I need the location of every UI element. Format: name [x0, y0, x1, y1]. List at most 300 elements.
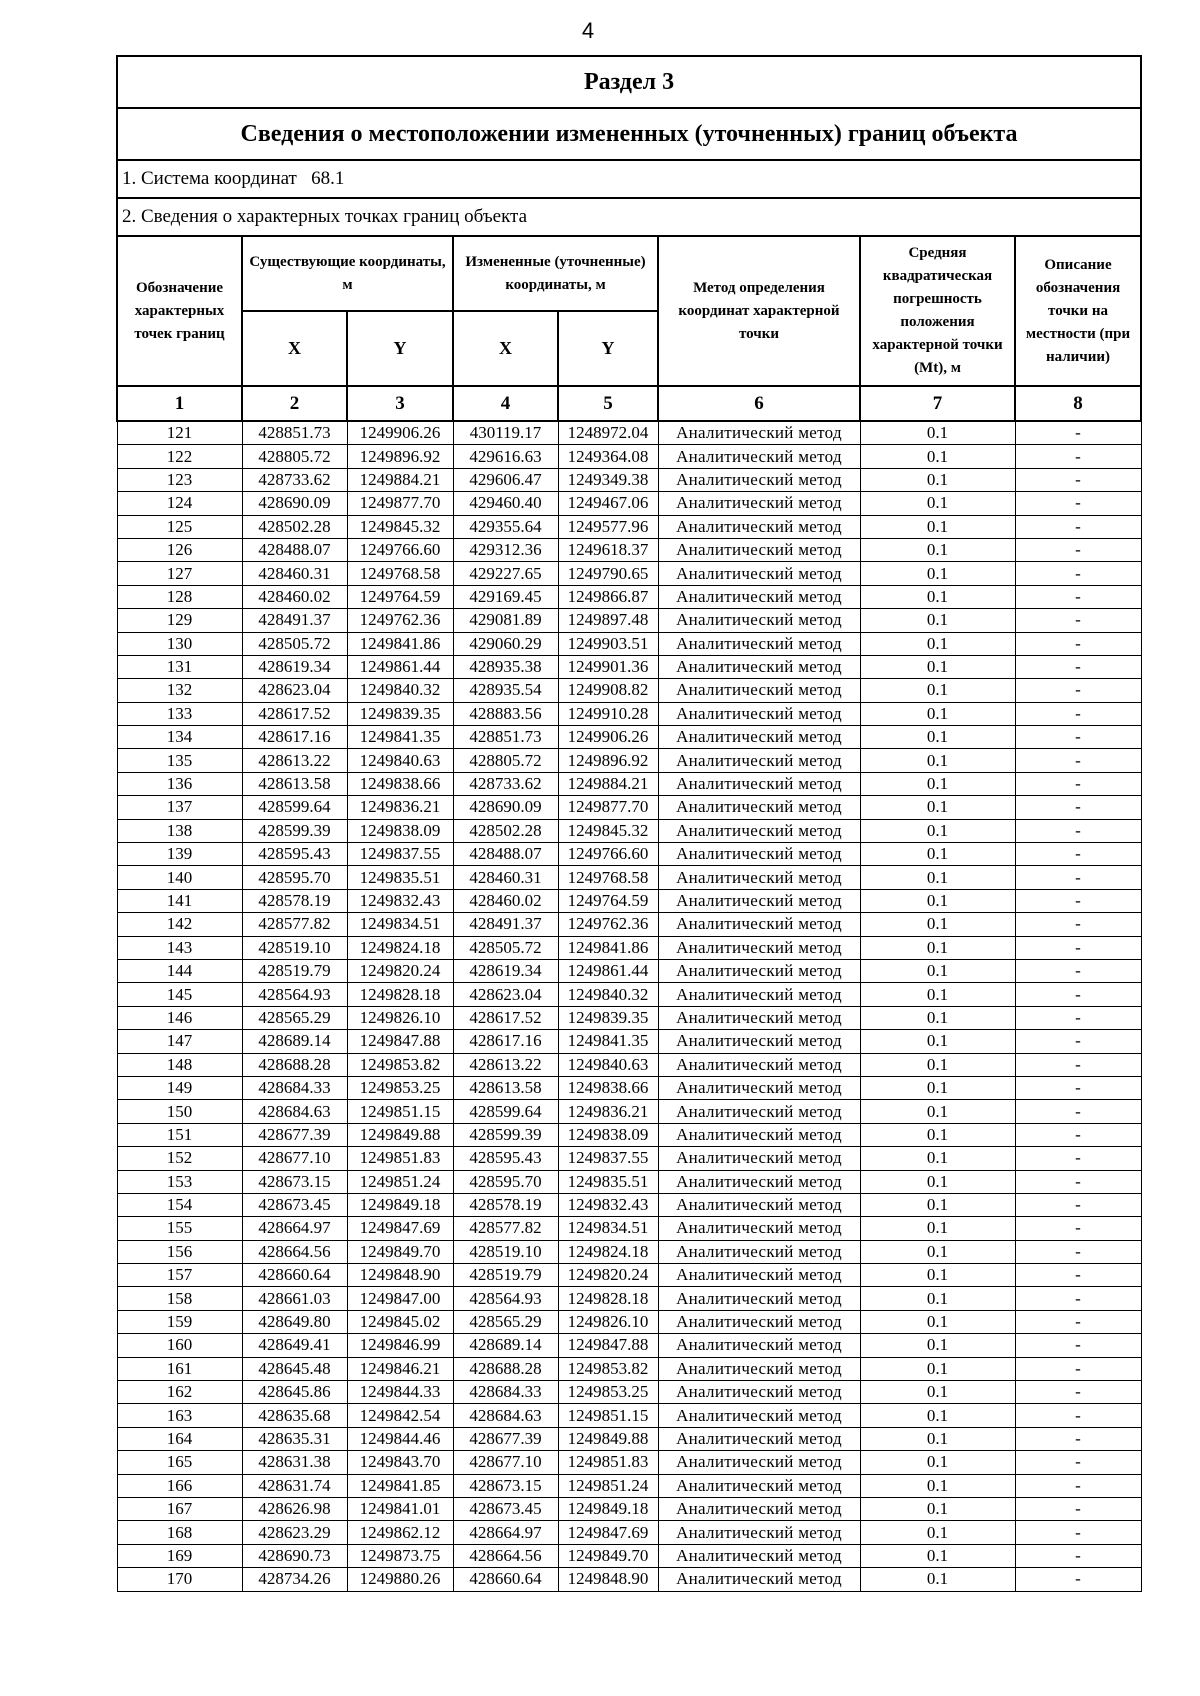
- description-cell: -: [1015, 1404, 1141, 1427]
- changed-x-cell: 428519.79: [453, 1264, 558, 1287]
- point-id-cell: 144: [117, 959, 242, 982]
- existing-x-cell: 428488.07: [242, 538, 347, 561]
- mean-error-cell: 0.1: [860, 632, 1015, 655]
- changed-x-cell: 428617.52: [453, 1006, 558, 1029]
- existing-x-cell: 428661.03: [242, 1287, 347, 1310]
- table-row: [117, 1217, 1141, 1240]
- point-id-cell: 139: [117, 843, 242, 866]
- description-cell: -: [1015, 702, 1141, 725]
- changed-y-cell: 1249897.48: [558, 609, 658, 632]
- changed-y-cell: 1249849.18: [558, 1497, 658, 1520]
- description-cell: -: [1015, 889, 1141, 912]
- point-id-cell: 128: [117, 585, 242, 608]
- existing-y-cell: 1249841.86: [347, 632, 453, 655]
- changed-x-cell: 429616.63: [453, 445, 558, 468]
- mean-error-cell: 0.1: [860, 679, 1015, 702]
- table-row: [117, 889, 1141, 912]
- mean-error-cell: 0.1: [860, 1053, 1015, 1076]
- description-cell: -: [1015, 913, 1141, 936]
- description-cell: -: [1015, 819, 1141, 842]
- mean-error-cell: 0.1: [860, 772, 1015, 795]
- changed-x-cell: 428564.93: [453, 1287, 558, 1310]
- point-id-cell: 155: [117, 1217, 242, 1240]
- point-id-cell: 127: [117, 562, 242, 585]
- description-cell: -: [1015, 585, 1141, 608]
- changed-x-cell: 428690.09: [453, 796, 558, 819]
- mean-error-cell: 0.1: [860, 1404, 1015, 1427]
- method-cell: Аналитический метод: [658, 1544, 860, 1567]
- changed-x-cell: 428689.14: [453, 1334, 558, 1357]
- mean-error-cell: 0.1: [860, 1170, 1015, 1193]
- existing-x-cell: 428664.97: [242, 1217, 347, 1240]
- existing-y-cell: 1249847.88: [347, 1030, 453, 1053]
- description-cell: -: [1015, 936, 1141, 959]
- column-number: 1: [117, 386, 242, 421]
- point-id-cell: 126: [117, 538, 242, 561]
- column-number: 3: [347, 386, 453, 421]
- changed-y-cell: 1249467.06: [558, 492, 658, 515]
- existing-y-cell: 1249844.46: [347, 1427, 453, 1450]
- table-row: [117, 1264, 1141, 1287]
- method-cell: Аналитический метод: [658, 1123, 860, 1146]
- method-cell: Аналитический метод: [658, 609, 860, 632]
- existing-y-cell: 1249873.75: [347, 1544, 453, 1567]
- existing-x-cell: 428578.19: [242, 889, 347, 912]
- existing-x-cell: 428690.09: [242, 492, 347, 515]
- mean-error-cell: 0.1: [860, 1568, 1015, 1591]
- changed-x-cell: 430119.17: [453, 421, 558, 445]
- changed-y-cell: 1249848.90: [558, 1568, 658, 1591]
- existing-y-cell: 1249844.33: [347, 1381, 453, 1404]
- table-row: [117, 1310, 1141, 1333]
- changed-y-cell: 1249824.18: [558, 1240, 658, 1263]
- mean-error-cell: 0.1: [860, 1100, 1015, 1123]
- description-cell: -: [1015, 1240, 1141, 1263]
- description-cell: -: [1015, 1170, 1141, 1193]
- existing-y-cell: 1249861.44: [347, 655, 453, 678]
- header-changed-coords: Измененные (уточненные) координаты, м: [453, 236, 658, 311]
- mean-error-cell: 0.1: [860, 866, 1015, 889]
- mean-error-cell: 0.1: [860, 913, 1015, 936]
- method-cell: Аналитический метод: [658, 1568, 860, 1591]
- header-changed-y: Y: [558, 311, 658, 386]
- changed-y-cell: 1249835.51: [558, 1170, 658, 1193]
- mean-error-cell: 0.1: [860, 889, 1015, 912]
- point-id-cell: 169: [117, 1544, 242, 1567]
- changed-y-cell: 1249839.35: [558, 1006, 658, 1029]
- point-id-cell: 130: [117, 632, 242, 655]
- changed-x-cell: 428673.45: [453, 1497, 558, 1520]
- changed-x-cell: 429227.65: [453, 562, 558, 585]
- existing-y-cell: 1249762.36: [347, 609, 453, 632]
- table-row: [117, 819, 1141, 842]
- point-id-cell: 129: [117, 609, 242, 632]
- point-id-cell: 134: [117, 726, 242, 749]
- changed-x-cell: 428519.10: [453, 1240, 558, 1263]
- existing-y-cell: 1249853.82: [347, 1053, 453, 1076]
- method-cell: Аналитический метод: [658, 421, 860, 445]
- existing-x-cell: 428619.34: [242, 655, 347, 678]
- existing-x-cell: 428660.64: [242, 1264, 347, 1287]
- description-cell: -: [1015, 1076, 1141, 1099]
- existing-y-cell: 1249841.01: [347, 1497, 453, 1520]
- description-cell: -: [1015, 1544, 1141, 1567]
- table-row: [117, 1404, 1141, 1427]
- changed-x-cell: 428883.56: [453, 702, 558, 725]
- table-row: [117, 1334, 1141, 1357]
- method-cell: Аналитический метод: [658, 1451, 860, 1474]
- changed-x-cell: 429169.45: [453, 585, 558, 608]
- description-cell: -: [1015, 538, 1141, 561]
- header-existing-y: Y: [347, 311, 453, 386]
- changed-y-cell: 1249820.24: [558, 1264, 658, 1287]
- existing-y-cell: 1249843.70: [347, 1451, 453, 1474]
- changed-y-cell: 1249845.32: [558, 819, 658, 842]
- changed-x-cell: 428599.39: [453, 1123, 558, 1146]
- description-cell: -: [1015, 632, 1141, 655]
- existing-x-cell: 428677.10: [242, 1147, 347, 1170]
- changed-y-cell: 1249849.88: [558, 1427, 658, 1450]
- changed-x-cell: 428502.28: [453, 819, 558, 842]
- description-cell: -: [1015, 1521, 1141, 1544]
- point-id-cell: 133: [117, 702, 242, 725]
- method-cell: Аналитический метод: [658, 1240, 860, 1263]
- table-row: [117, 983, 1141, 1006]
- mean-error-cell: 0.1: [860, 468, 1015, 491]
- changed-x-cell: 429312.36: [453, 538, 558, 561]
- mean-error-cell: 0.1: [860, 1193, 1015, 1216]
- existing-x-cell: 428689.14: [242, 1030, 347, 1053]
- method-cell: Аналитический метод: [658, 819, 860, 842]
- table-row: [117, 655, 1141, 678]
- changed-y-cell: 1249901.36: [558, 655, 658, 678]
- existing-y-cell: 1249846.99: [347, 1334, 453, 1357]
- existing-x-cell: 428688.28: [242, 1053, 347, 1076]
- existing-y-cell: 1249826.10: [347, 1006, 453, 1029]
- mean-error-cell: 0.1: [860, 655, 1015, 678]
- header-existing-coords: Существующие координаты, м: [242, 236, 453, 311]
- changed-y-cell: 1249766.60: [558, 843, 658, 866]
- table-row: [117, 772, 1141, 795]
- description-cell: -: [1015, 492, 1141, 515]
- changed-y-cell: 1249877.70: [558, 796, 658, 819]
- existing-y-cell: 1249880.26: [347, 1568, 453, 1591]
- existing-y-cell: 1249841.85: [347, 1474, 453, 1497]
- mean-error-cell: 0.1: [860, 749, 1015, 772]
- existing-y-cell: 1249842.54: [347, 1404, 453, 1427]
- existing-x-cell: 428617.52: [242, 702, 347, 725]
- existing-y-cell: 1249884.21: [347, 468, 453, 491]
- existing-y-cell: 1249847.69: [347, 1217, 453, 1240]
- changed-y-cell: 1249903.51: [558, 632, 658, 655]
- changed-y-cell: 1249790.65: [558, 562, 658, 585]
- point-id-cell: 158: [117, 1287, 242, 1310]
- table-row: [117, 538, 1141, 561]
- existing-x-cell: 428599.64: [242, 796, 347, 819]
- changed-y-cell: 1249841.35: [558, 1030, 658, 1053]
- method-cell: Аналитический метод: [658, 1287, 860, 1310]
- existing-x-cell: 428599.39: [242, 819, 347, 842]
- point-id-cell: 123: [117, 468, 242, 491]
- changed-x-cell: 428460.02: [453, 889, 558, 912]
- existing-y-cell: 1249877.70: [347, 492, 453, 515]
- changed-x-cell: 428677.10: [453, 1451, 558, 1474]
- changed-x-cell: 428673.15: [453, 1474, 558, 1497]
- mean-error-cell: 0.1: [860, 1123, 1015, 1146]
- changed-y-cell: 1249840.32: [558, 983, 658, 1006]
- column-number: 6: [658, 386, 860, 421]
- changed-x-cell: 428595.43: [453, 1147, 558, 1170]
- header-method: Метод определения координат характерной точки: [658, 236, 860, 386]
- existing-x-cell: 428645.48: [242, 1357, 347, 1380]
- changed-y-cell: 1249764.59: [558, 889, 658, 912]
- existing-y-cell: 1249851.24: [347, 1170, 453, 1193]
- existing-y-cell: 1249837.55: [347, 843, 453, 866]
- changed-y-cell: 1249838.66: [558, 1076, 658, 1099]
- changed-y-cell: 1248972.04: [558, 421, 658, 445]
- changed-x-cell: 428491.37: [453, 913, 558, 936]
- changed-x-cell: 428613.22: [453, 1053, 558, 1076]
- mean-error-cell: 0.1: [860, 1287, 1015, 1310]
- changed-y-cell: 1249826.10: [558, 1310, 658, 1333]
- mean-error-cell: 0.1: [860, 421, 1015, 445]
- existing-x-cell: 428623.04: [242, 679, 347, 702]
- description-cell: -: [1015, 959, 1141, 982]
- section-title: Раздел 3: [117, 56, 1141, 108]
- method-cell: Аналитический метод: [658, 1100, 860, 1123]
- existing-y-cell: 1249851.83: [347, 1147, 453, 1170]
- description-cell: -: [1015, 796, 1141, 819]
- existing-y-cell: 1249838.09: [347, 819, 453, 842]
- method-cell: Аналитический метод: [658, 796, 860, 819]
- description-cell: -: [1015, 1264, 1141, 1287]
- changed-x-cell: 428617.16: [453, 1030, 558, 1053]
- changed-x-cell: 428935.54: [453, 679, 558, 702]
- existing-x-cell: 428491.37: [242, 609, 347, 632]
- changed-x-cell: 428684.33: [453, 1381, 558, 1404]
- point-id-cell: 146: [117, 1006, 242, 1029]
- changed-y-cell: 1249851.83: [558, 1451, 658, 1474]
- existing-x-cell: 428519.10: [242, 936, 347, 959]
- table-row: [117, 1100, 1141, 1123]
- mean-error-cell: 0.1: [860, 1521, 1015, 1544]
- changed-x-cell: 428613.58: [453, 1076, 558, 1099]
- existing-y-cell: 1249848.90: [347, 1264, 453, 1287]
- mean-error-cell: 0.1: [860, 1474, 1015, 1497]
- point-id-cell: 168: [117, 1521, 242, 1544]
- changed-y-cell: 1249847.88: [558, 1334, 658, 1357]
- mean-error-cell: 0.1: [860, 959, 1015, 982]
- point-id-cell: 161: [117, 1357, 242, 1380]
- header-point-designation: Обозначение характерных точек границ: [117, 236, 242, 386]
- method-cell: Аналитический метод: [658, 889, 860, 912]
- coordinate-system-value: 68.1: [311, 168, 345, 189]
- changed-x-cell: 428619.34: [453, 959, 558, 982]
- existing-x-cell: 428613.58: [242, 772, 347, 795]
- table-row: [117, 445, 1141, 468]
- mean-error-cell: 0.1: [860, 1217, 1015, 1240]
- existing-y-cell: 1249840.63: [347, 749, 453, 772]
- table-row: [117, 1544, 1141, 1567]
- changed-y-cell: 1249866.87: [558, 585, 658, 608]
- existing-y-cell: 1249849.88: [347, 1123, 453, 1146]
- method-cell: Аналитический метод: [658, 1497, 860, 1520]
- changed-x-cell: 428660.64: [453, 1568, 558, 1591]
- table-row: [117, 1030, 1141, 1053]
- point-id-cell: 162: [117, 1381, 242, 1404]
- coordinate-system-row: [117, 160, 1141, 198]
- changed-y-cell: 1249851.15: [558, 1404, 658, 1427]
- changed-x-cell: 428505.72: [453, 936, 558, 959]
- changed-x-cell: 428684.63: [453, 1404, 558, 1427]
- existing-x-cell: 428673.15: [242, 1170, 347, 1193]
- table-row: [117, 1006, 1141, 1029]
- changed-x-cell: 429060.29: [453, 632, 558, 655]
- table-row: [117, 1147, 1141, 1170]
- existing-y-cell: 1249766.60: [347, 538, 453, 561]
- method-cell: Аналитический метод: [658, 959, 860, 982]
- changed-y-cell: 1249834.51: [558, 1217, 658, 1240]
- mean-error-cell: 0.1: [860, 1006, 1015, 1029]
- point-id-cell: 154: [117, 1193, 242, 1216]
- existing-y-cell: 1249832.43: [347, 889, 453, 912]
- changed-x-cell: 429355.64: [453, 515, 558, 538]
- existing-x-cell: 428677.39: [242, 1123, 347, 1146]
- method-cell: Аналитический метод: [658, 585, 860, 608]
- table-row: [117, 866, 1141, 889]
- changed-y-cell: 1249577.96: [558, 515, 658, 538]
- description-cell: -: [1015, 468, 1141, 491]
- table-row: [117, 585, 1141, 608]
- point-id-cell: 156: [117, 1240, 242, 1263]
- description-cell: -: [1015, 1287, 1141, 1310]
- table-row: [117, 515, 1141, 538]
- existing-x-cell: 428460.02: [242, 585, 347, 608]
- changed-x-cell: 428599.64: [453, 1100, 558, 1123]
- changed-x-cell: 428688.28: [453, 1357, 558, 1380]
- changed-y-cell: 1249847.69: [558, 1521, 658, 1544]
- changed-y-cell: 1249896.92: [558, 749, 658, 772]
- point-id-cell: 152: [117, 1147, 242, 1170]
- description-cell: -: [1015, 749, 1141, 772]
- table-row: [117, 702, 1141, 725]
- mean-error-cell: 0.1: [860, 585, 1015, 608]
- header-existing-x: X: [242, 311, 347, 386]
- header-changed-x: X: [453, 311, 558, 386]
- method-cell: Аналитический метод: [658, 1310, 860, 1333]
- column-number: 8: [1015, 386, 1141, 421]
- existing-x-cell: 428684.33: [242, 1076, 347, 1099]
- changed-y-cell: 1249853.25: [558, 1381, 658, 1404]
- description-cell: -: [1015, 1427, 1141, 1450]
- method-cell: Аналитический метод: [658, 1147, 860, 1170]
- description-cell: -: [1015, 1030, 1141, 1053]
- existing-y-cell: 1249835.51: [347, 866, 453, 889]
- mean-error-cell: 0.1: [860, 1381, 1015, 1404]
- header-mean-error: Средняя квадратическая погрешность положения характерной точки (Mt), м: [860, 236, 1015, 386]
- description-cell: -: [1015, 609, 1141, 632]
- existing-y-cell: 1249824.18: [347, 936, 453, 959]
- changed-y-cell: 1249853.82: [558, 1357, 658, 1380]
- existing-y-cell: 1249853.25: [347, 1076, 453, 1099]
- mean-error-cell: 0.1: [860, 562, 1015, 585]
- changed-x-cell: 428595.70: [453, 1170, 558, 1193]
- mean-error-cell: 0.1: [860, 1264, 1015, 1287]
- table-row: [117, 796, 1141, 819]
- existing-x-cell: 428460.31: [242, 562, 347, 585]
- description-cell: -: [1015, 445, 1141, 468]
- point-id-cell: 153: [117, 1170, 242, 1193]
- coordinate-system-label: 1. Система координат: [122, 168, 297, 189]
- changed-x-cell: 428460.31: [453, 866, 558, 889]
- point-id-cell: 160: [117, 1334, 242, 1357]
- table-row: [117, 1497, 1141, 1520]
- changed-y-cell: 1249840.63: [558, 1053, 658, 1076]
- changed-x-cell: 428623.04: [453, 983, 558, 1006]
- description-cell: -: [1015, 1100, 1141, 1123]
- mean-error-cell: 0.1: [860, 1427, 1015, 1450]
- description-cell: -: [1015, 772, 1141, 795]
- existing-y-cell: 1249768.58: [347, 562, 453, 585]
- point-id-cell: 147: [117, 1030, 242, 1053]
- existing-y-cell: 1249845.02: [347, 1310, 453, 1333]
- table-row: [117, 1381, 1141, 1404]
- description-cell: -: [1015, 655, 1141, 678]
- description-cell: -: [1015, 1451, 1141, 1474]
- point-id-cell: 150: [117, 1100, 242, 1123]
- mean-error-cell: 0.1: [860, 1334, 1015, 1357]
- method-cell: Аналитический метод: [658, 1381, 860, 1404]
- existing-x-cell: 428645.86: [242, 1381, 347, 1404]
- table-row: [117, 1427, 1141, 1450]
- description-cell: -: [1015, 1334, 1141, 1357]
- table-row: [117, 1076, 1141, 1099]
- changed-y-cell: 1249851.24: [558, 1474, 658, 1497]
- table-row: [117, 679, 1141, 702]
- method-cell: Аналитический метод: [658, 983, 860, 1006]
- method-cell: Аналитический метод: [658, 445, 860, 468]
- boundary-points-table: [116, 55, 1142, 1592]
- method-cell: Аналитический метод: [658, 749, 860, 772]
- existing-x-cell: 428664.56: [242, 1240, 347, 1263]
- method-cell: Аналитический метод: [658, 1334, 860, 1357]
- description-cell: -: [1015, 1568, 1141, 1591]
- column-number: 7: [860, 386, 1015, 421]
- changed-x-cell: 428935.38: [453, 655, 558, 678]
- method-cell: Аналитический метод: [658, 538, 860, 561]
- mean-error-cell: 0.1: [860, 492, 1015, 515]
- table-row: [117, 959, 1141, 982]
- table-row: [117, 749, 1141, 772]
- description-cell: -: [1015, 726, 1141, 749]
- description-cell: -: [1015, 679, 1141, 702]
- mean-error-cell: 0.1: [860, 1451, 1015, 1474]
- method-cell: Аналитический метод: [658, 1264, 860, 1287]
- table-row: [117, 726, 1141, 749]
- existing-x-cell: 428565.29: [242, 1006, 347, 1029]
- changed-y-cell: 1249836.21: [558, 1100, 658, 1123]
- method-cell: Аналитический метод: [658, 632, 860, 655]
- changed-y-cell: 1249906.26: [558, 726, 658, 749]
- existing-x-cell: 428734.26: [242, 1568, 347, 1591]
- point-id-cell: 143: [117, 936, 242, 959]
- table-row: [117, 1123, 1141, 1146]
- mean-error-cell: 0.1: [860, 445, 1015, 468]
- description-cell: -: [1015, 1310, 1141, 1333]
- changed-x-cell: 428677.39: [453, 1427, 558, 1450]
- method-cell: Аналитический метод: [658, 1193, 860, 1216]
- point-id-cell: 167: [117, 1497, 242, 1520]
